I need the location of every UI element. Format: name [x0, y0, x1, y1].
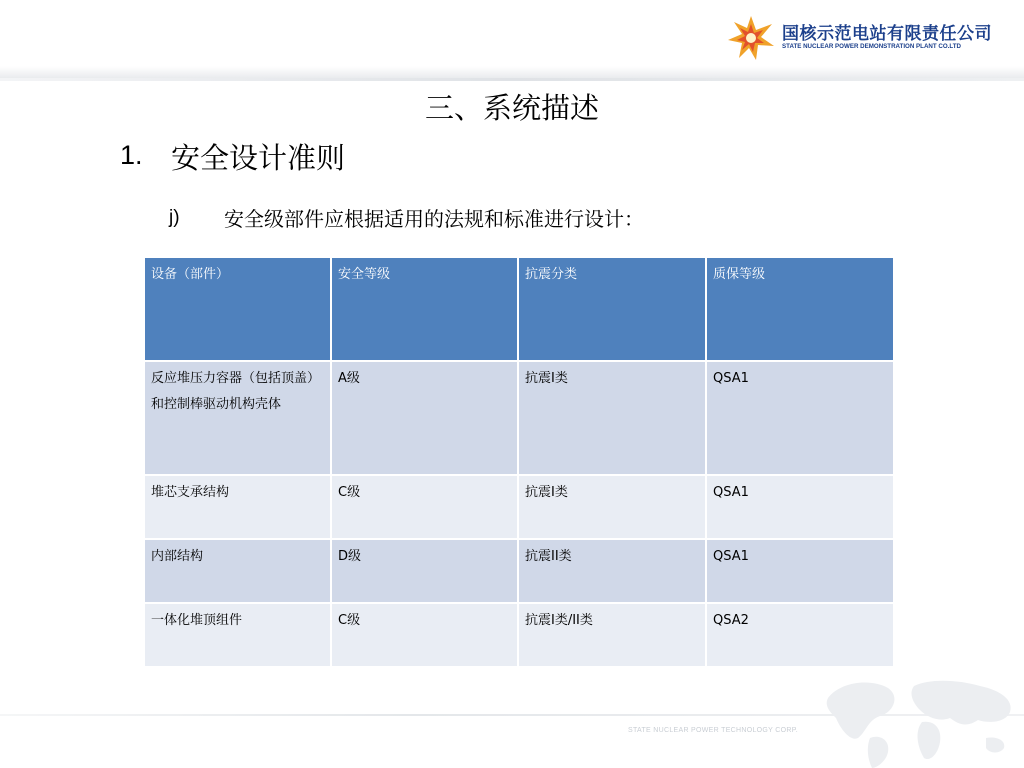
sub-item-text: 安全级部件应根据适用的法规和标准进行设计： [224, 207, 644, 231]
cell-safety-class: A级 [331, 361, 518, 475]
column-header-safety-class: 安全等级 [331, 257, 518, 361]
header-divider [0, 78, 1024, 81]
company-logo [726, 16, 1016, 60]
company-name-en: STATE NUCLEAR POWER DEMONSTRATION PLANT CO.LTD [782, 43, 961, 50]
table-row [144, 475, 894, 539]
table-row [144, 539, 894, 603]
section-title: 三、系统描述 [424, 91, 599, 125]
cell-safety-class: D级 [331, 539, 518, 603]
world-map-watermark-icon [810, 668, 1024, 768]
cell-equipment: 反应堆压力容器（包括顶盖）和控制棒驱动机构壳体 [144, 361, 331, 475]
cell-qa-class: QSA1 [706, 539, 894, 603]
table-header-row [144, 257, 894, 361]
cell-seismic-category: 抗震II类 [518, 539, 706, 603]
sub-item-marker: j) [169, 207, 180, 228]
cell-equipment: 堆芯支承结构 [144, 475, 331, 539]
column-header-equipment: 设备（部件） [144, 257, 331, 361]
point-number: 1. [120, 140, 143, 170]
column-header-qa-class: 质保等级 [706, 257, 894, 361]
star-logo-icon [728, 16, 774, 60]
cell-safety-class: C级 [331, 603, 518, 667]
cell-equipment: 一体化堆顶组件 [144, 603, 331, 667]
cell-seismic-category: 抗震I类 [518, 361, 706, 475]
point-title: 安全设计准则 [171, 141, 346, 175]
cell-qa-class: QSA1 [706, 361, 894, 475]
cell-safety-class: C级 [331, 475, 518, 539]
table-row [144, 603, 894, 667]
cell-seismic-category: 抗震I类/II类 [518, 603, 706, 667]
cell-qa-class: QSA2 [706, 603, 894, 667]
company-name-cn: 国核示范电站有限责任公司 [782, 24, 992, 44]
cell-qa-class: QSA1 [706, 475, 894, 539]
table-row [144, 361, 894, 475]
cell-equipment: 内部结构 [144, 539, 331, 603]
column-header-seismic-category: 抗震分类 [518, 257, 706, 361]
cell-seismic-category: 抗震I类 [518, 475, 706, 539]
footer-text: STATE NUCLEAR POWER TECHNOLOGY CORP. [628, 727, 799, 734]
component-classification-table [143, 256, 895, 668]
